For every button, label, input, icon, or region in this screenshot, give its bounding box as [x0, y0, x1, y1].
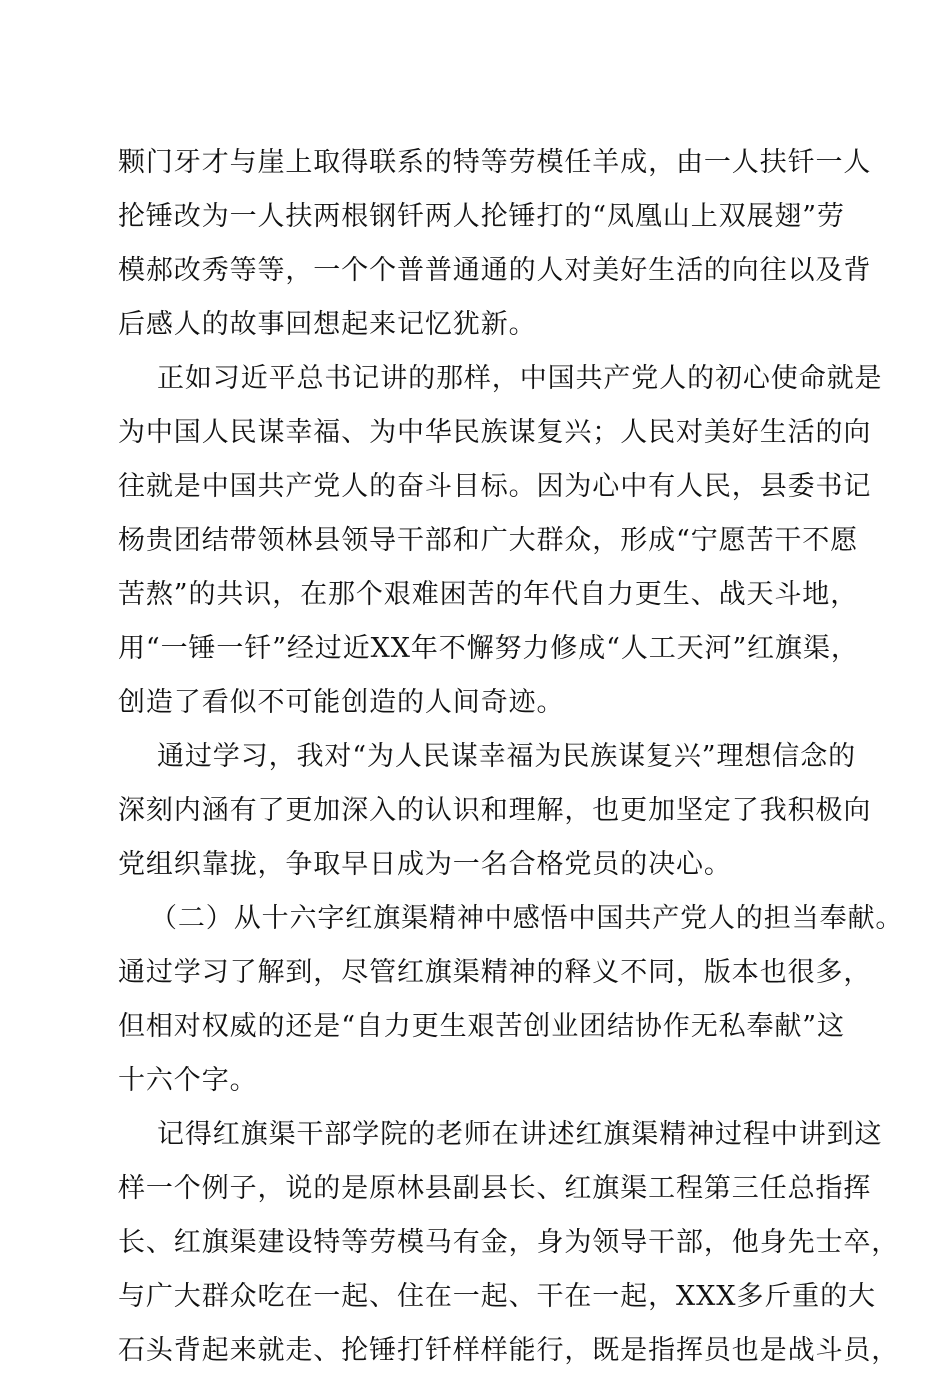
text-line: 颗门牙才与崖上取得联系的特等劳模任羊成，由一人扶钎一人	[118, 147, 872, 178]
paragraph-first-line: 通过学习，我对“为人民谋幸福为民族谋复兴”理想信念的	[157, 741, 857, 772]
text-line: 样一个例子，说的是原林县副县长、红旗渠工程第三任总指挥	[118, 1173, 872, 1204]
text-line: 模郝改秀等等，一个个普普通通的人对美好生活的向往以及背	[118, 255, 872, 286]
text-line: 苦熬”的共识，在那个艰难困苦的年代自力更生、战天斗地，	[118, 579, 859, 610]
text-line: 杨贵团结带领林县领导干部和广大群众，形成“宁愿苦干不愿	[118, 525, 859, 556]
text-line: 抡锤改为一人扶两根钢钎两人抡锤打的“凤凰山上双展翅”劳	[118, 201, 845, 232]
text-line: 石头背起来就走、抡锤打钎样样能行，既是指挥员也是战斗员，	[118, 1335, 900, 1366]
text-line: 后感人的故事回想起来记忆犹新。	[118, 309, 537, 340]
text-line: 但相对权威的还是“自力更生艰苦创业团结协作无私奉献”这	[118, 1011, 845, 1042]
text-line: 通过学习了解到，尽管红旗渠精神的释义不同，版本也很多，	[118, 957, 872, 988]
text-line: 深刻内涵有了更加深入的认识和理解，也更加坚定了我积极向	[118, 795, 872, 826]
text-line: 十六个字。	[118, 1065, 258, 1096]
paragraph-first-line: 记得红旗渠干部学院的老师在讲述红旗渠精神过程中讲到这	[157, 1119, 883, 1150]
text-line: 长、红旗渠建设特等劳模马有金，身为领导干部，他身先士卒，	[118, 1227, 900, 1258]
paragraph-first-line: 正如习近平总书记讲的那样，中国共产党人的初心使命就是	[157, 363, 883, 394]
text-line: 创造了看似不可能创造的人间奇迹。	[118, 687, 565, 718]
text-line: 与广大群众吃在一起、住在一起、干在一起，XXX多斤重的大	[118, 1281, 876, 1312]
text-line: 为中国人民谋幸福、为中华民族谋复兴；人民对美好生活的向	[118, 417, 872, 448]
section-heading: （二）从十六字红旗渠精神中感悟中国共产党人的担当奉献。	[150, 903, 904, 934]
text-line: 往就是中国共产党人的奋斗目标。因为心中有人民，县委书记	[118, 471, 872, 502]
text-line: 用“一锤一钎”经过近XX年不懈努力修成“人工天河”红旗渠，	[118, 633, 859, 664]
text-line: 党组织靠拢，争取早日成为一名合格党员的决心。	[118, 849, 732, 880]
